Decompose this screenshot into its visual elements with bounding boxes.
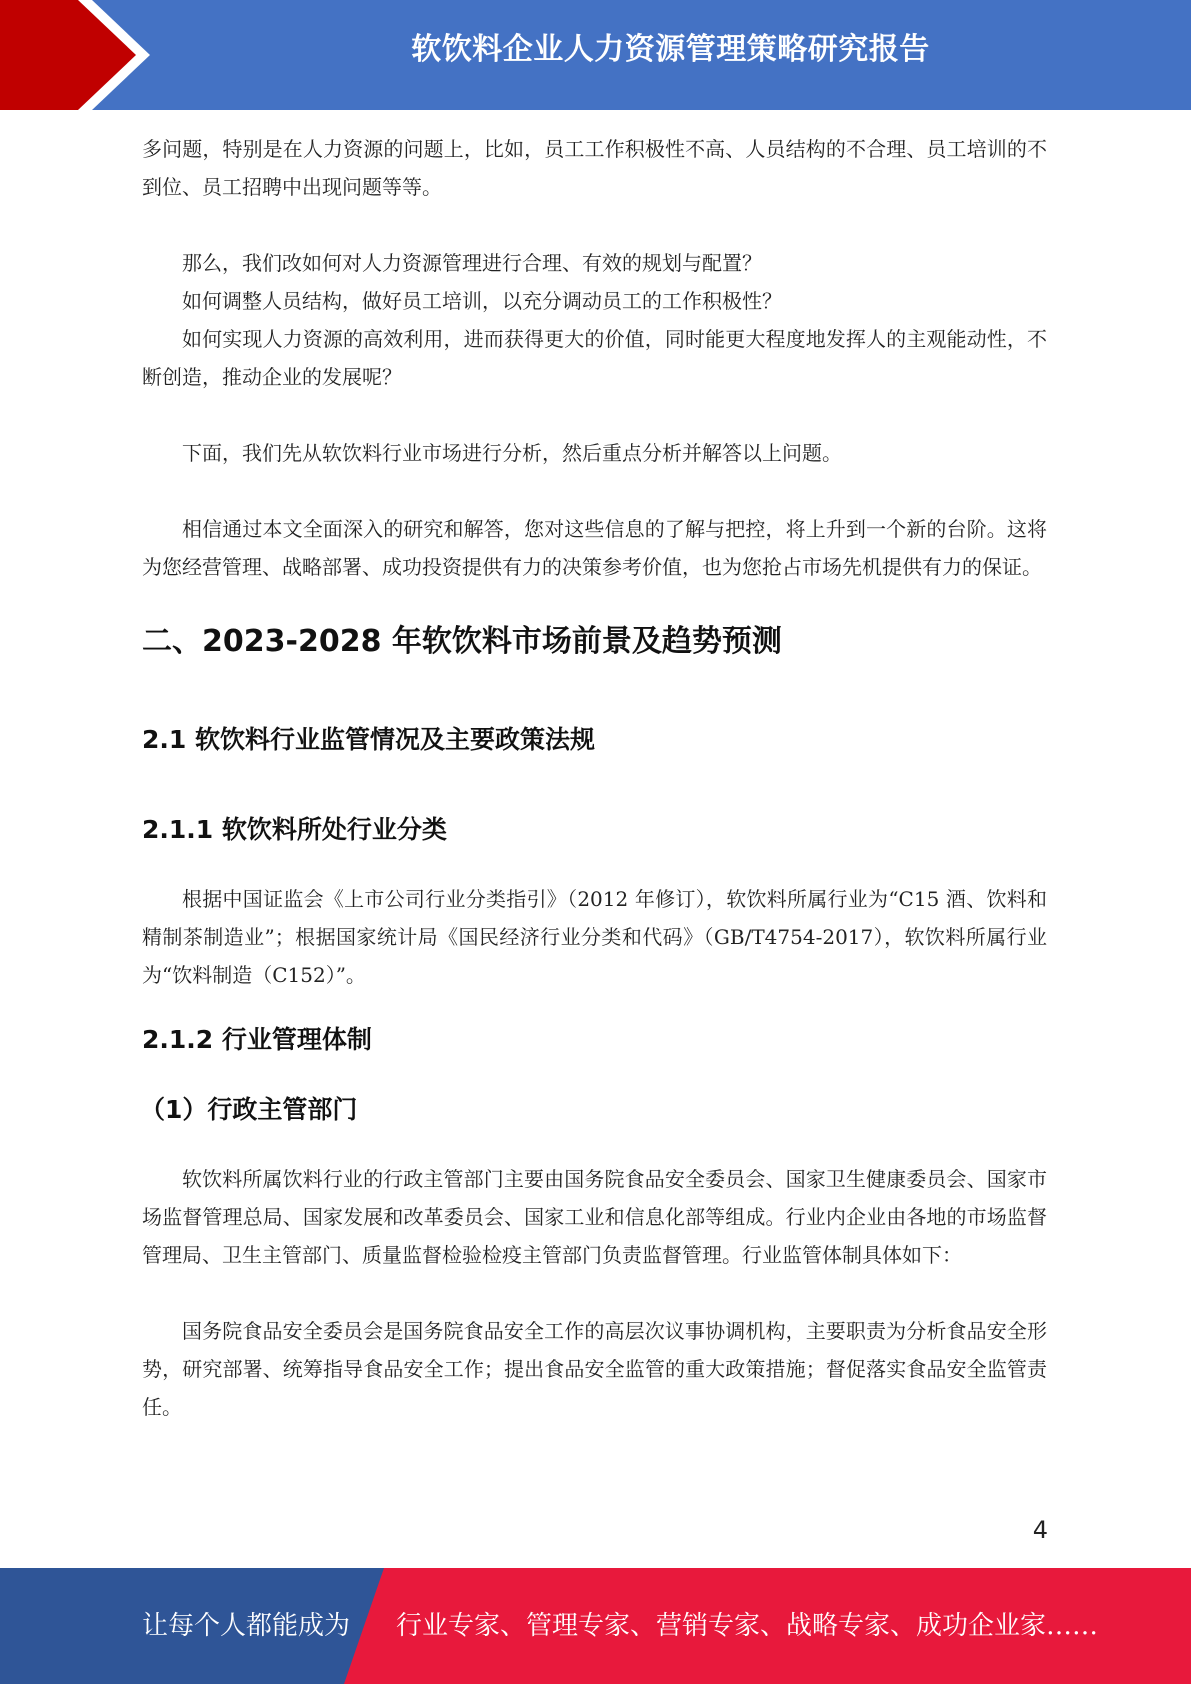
paragraph-industry-classification: 根据中国证监会《上市公司行业分类指引》（2012 年修订），软饮料所属行业为“C15 酒、饮料和精制茶制造业”；根据国家统计局《国民经济行业分类和代码》（GB/T4754-2017），软饮料所属行业为“饮料制造（C152）”。 bbox=[142, 887, 1047, 987]
document-body bbox=[142, 130, 1047, 1426]
footer-slogan-left: 让每个人都能成为 bbox=[142, 1611, 351, 1641]
paragraph-admin-dept: 软饮料所属饮料行业的行政主管部门主要由国务院食品安全委员会、国家卫生健康委员会、国家市场监督管理总局、国家发展和改革委员会、国家工业和信息化部等组成。行业内企业由各地的市场监督管理局、卫生主管部门、质量监督检验检疫主管部门负责监督管理。行业监管体制具体如下： bbox=[142, 1167, 1047, 1267]
question-2: 如何调整人员结构，做好员工培训，以充分调动员工的工作积极性？ bbox=[182, 289, 782, 313]
paragraph-analysis-intro: 下面，我们先从软饮料行业市场进行分析，然后重点分析并解答以上问题。 bbox=[182, 441, 842, 465]
paragraph-food-safety-committee: 国务院食品安全委员会是国务院食品安全工作的高层次议事协调机构，主要职责为分析食品安全形势，研究部署、统筹指导食品安全工作；提出食品安全监管的重大政策措施；督促落实食品安全监管责任。 bbox=[142, 1319, 1047, 1419]
section-2-heading: 二、2023-2028 年软饮料市场前景及趋势预测 bbox=[142, 624, 782, 659]
page-footer bbox=[0, 1568, 1191, 1684]
page-number: 4 bbox=[1032, 1516, 1048, 1544]
paragraph-intro-continued: 多问题，特别是在人力资源的问题上，比如，员工工作积极性不高、人员结构的不合理、员工培训的不到位、员工招聘中出现问题等等。 bbox=[142, 137, 1047, 199]
paragraph-value: 相信通过本文全面深入的研究和解答，您对这些信息的了解与把控，将上升到一个新的台阶。这将为您经营管理、战略部署、成功投资提供有力的决策参考价值，也为您抢占市场先机提供有力的保证。 bbox=[142, 517, 1047, 579]
report-title: 软饮料企业人力资源管理策略研究报告 bbox=[411, 32, 930, 67]
question-1: 那么，我们改如何对人力资源管理进行合理、有效的规划与配置？ bbox=[182, 251, 762, 275]
footer-slogan-right: 行业专家、管理专家、营销专家、战略专家、成功企业家…… bbox=[396, 1611, 1099, 1641]
page-header bbox=[0, 0, 1191, 110]
header-red-chevron bbox=[0, 0, 150, 110]
section-2-1-2-heading: 2.1.2 行业管理体制 bbox=[142, 1025, 372, 1054]
subsection-admin-dept-heading: （1）行政主管部门 bbox=[140, 1095, 358, 1124]
question-3: 如何实现人力资源的高效利用，进而获得更大的价值，同时能更大程度地发挥人的主观能动性，不断创造，推动企业的发展呢？ bbox=[142, 327, 1047, 389]
section-2-1-heading: 2.1 软饮料行业监管情况及主要政策法规 bbox=[142, 725, 595, 754]
section-2-1-1-heading: 2.1.1 软饮料所处行业分类 bbox=[142, 815, 447, 844]
